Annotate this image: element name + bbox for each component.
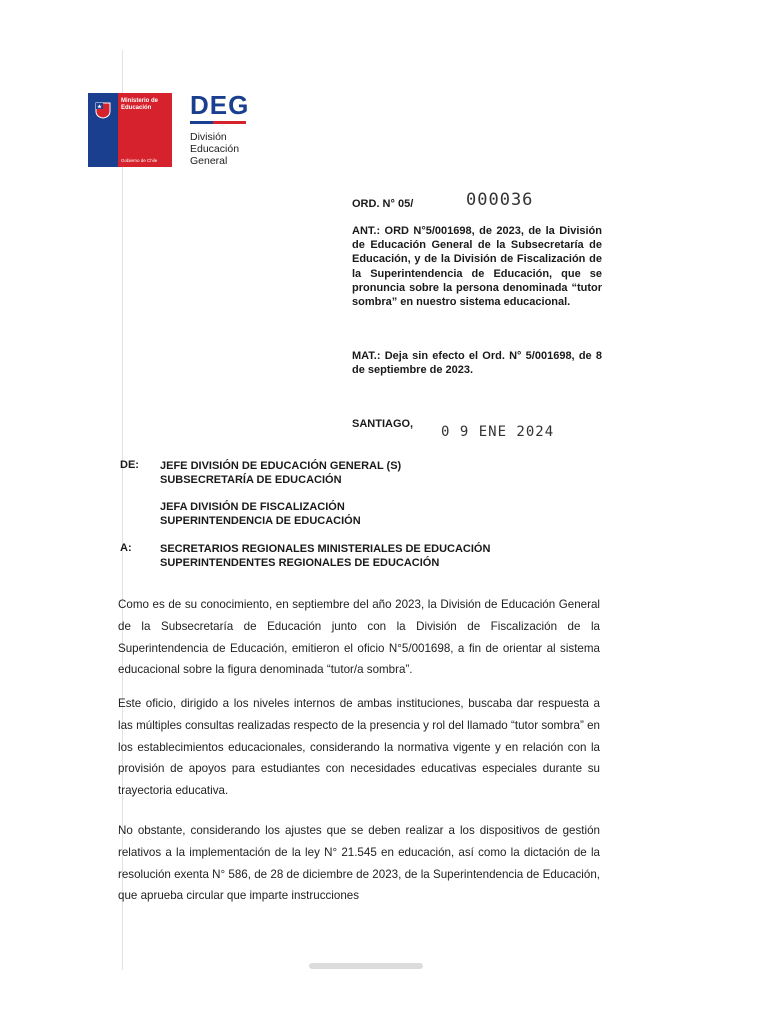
deg-division-line-3: General <box>190 155 228 167</box>
deg-color-bar <box>190 121 246 124</box>
from-line-2: SUBSECRETARÍA DE EDUCACIÓN <box>160 474 342 486</box>
ord-label: ORD. N° 05/ <box>352 198 414 210</box>
ministry-logo <box>88 93 172 167</box>
logo-government-text: Gobierno de Chile <box>121 158 158 163</box>
antecedent-block: ANT.: ORD N°5/001698, de 2023, de la División de Educación General de la Subsecretaría de Educación, y de la División de Fiscalización de la Superintendencia de Educación, que se pronuncia sobre la persona denominada “tutor sombra” en nuestro sistema educacional. <box>352 225 602 309</box>
body-paragraph-3: No obstante, considerando los ajustes que se deben realizar a los dispositivos de gestión relativos a la implementación de la ley N° 21.545 en educación, así como la dictación de la resolución exenta N° 586, de 28 de diciembre de 2023, de la Superintendencia de Educación, que aprueba circular que imparte instrucciones <box>118 824 600 903</box>
place-label: SANTIAGO, <box>352 418 414 430</box>
logo-blue-panel <box>88 93 118 167</box>
deg-division-line-2: Educación <box>190 143 240 155</box>
date-stamp: 0 9 ENE 2024 <box>441 424 555 440</box>
to-line-1: SECRETARIOS REGIONALES MINISTERIALES DE EDUCACIÓN <box>160 543 491 555</box>
to-label: A: <box>120 542 132 554</box>
from-line-4: SUPERINTENDENCIA DE EDUCACIÓN <box>160 515 361 527</box>
body-paragraph-2: Este oficio, dirigido a los niveles internos de ambas instituciones, buscaba dar respuesta a las múltiples consultas realizadas respecto de la presencia y rol del llamado “tutor sombra” en los establecimientos educacionales, considerando la normativa vigente y en relación con la provisión de apoyos para estudiantes con necesidades educativas especiales durante su trayectoria educativa. <box>118 697 600 798</box>
body-paragraph-1: Como es de su conocimiento, en septiembre del año 2023, la División de Educación General de la Subsecretaría de Educación junto con la División de Fiscalización de la Superintendencia de Educación, emitieron el oficio N°5/001698, a fin de orientar al sistema educacional sobre la figura denominada “tutor/a sombra”. <box>118 598 600 677</box>
ord-number-stamp: 000036 <box>466 190 534 210</box>
from-sender-1 <box>160 459 580 487</box>
to-recipients <box>160 542 580 570</box>
to-line-2: SUPERINTENDENTES REGIONALES DE EDUCACIÓN <box>160 557 440 569</box>
from-sender-2 <box>160 500 580 528</box>
page-scroll-indicator[interactable] <box>309 963 423 969</box>
deg-division-line-1: División <box>190 131 227 143</box>
from-line-3: JEFA DIVISIÓN DE FISCALIZACIÓN <box>160 501 345 513</box>
deg-division-name <box>190 131 239 167</box>
from-line-1: JEFE DIVISIÓN DE EDUCACIÓN GENERAL (S) <box>160 460 402 472</box>
chile-shield-icon <box>94 101 112 119</box>
deg-acronym: DEG <box>190 90 250 120</box>
logo-ministry-text: Ministerio de Educación <box>121 98 159 111</box>
from-label: DE: <box>120 459 139 471</box>
matter-block: MAT.: Deja sin efecto el Ord. N° 5/001698, de 8 de septiembre de 2023. <box>352 350 602 377</box>
logo-red-panel <box>118 93 172 167</box>
